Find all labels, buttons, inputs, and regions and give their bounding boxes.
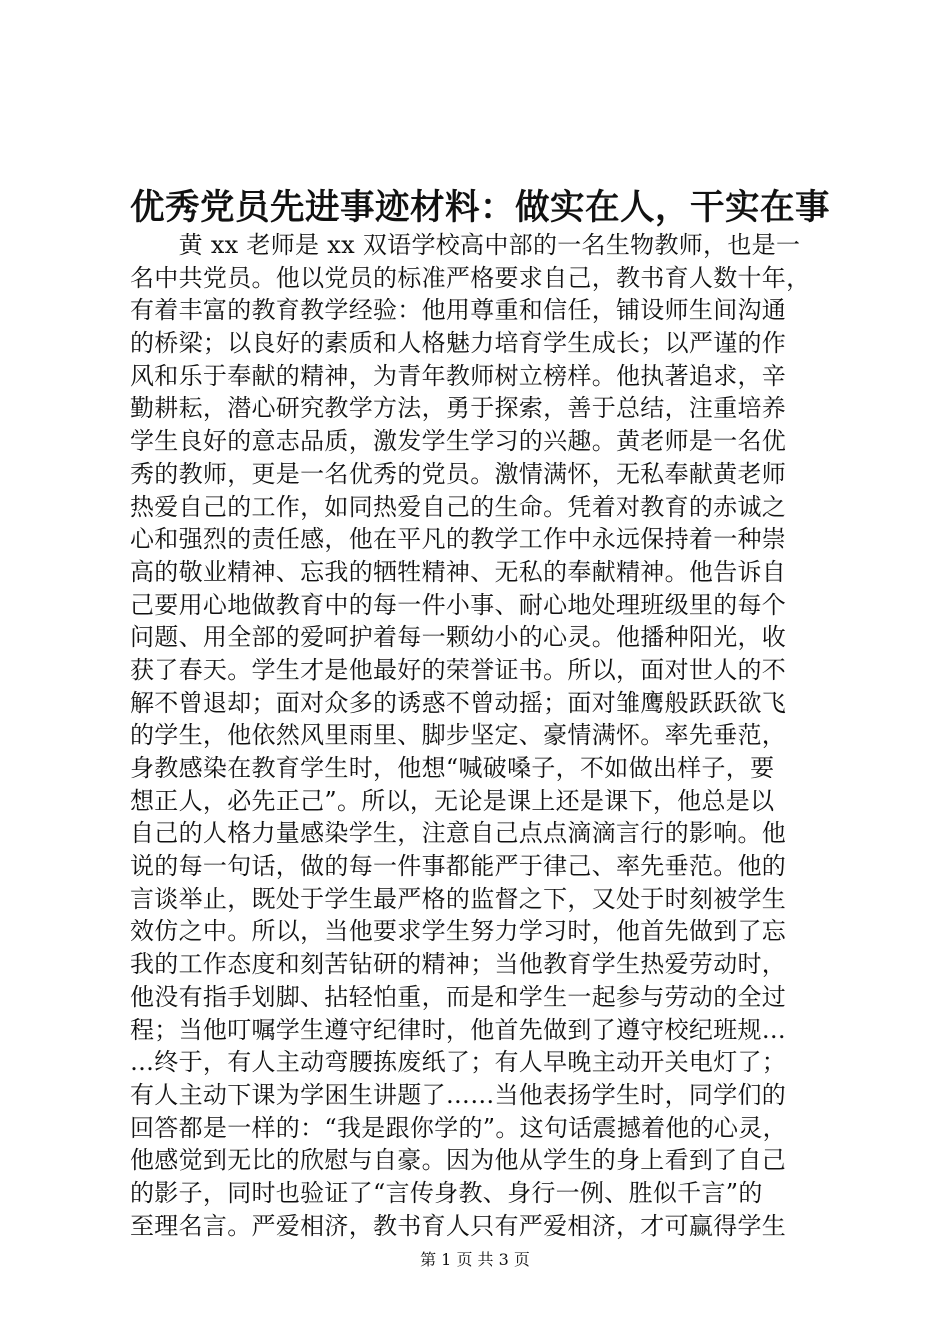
body-line: 己要用心地做教育中的每一件小事、耐心地处理班级里的每个 xyxy=(130,590,787,619)
body-line: 的影子，同时也验证了“言传身教、身行一例、胜似千言”的 xyxy=(130,1178,763,1207)
body-line: 高的敬业精神、忘我的牺牲精神、无私的奉献精神。他告诉自 xyxy=(130,557,787,586)
body-line: 热爱自己的工作，如同热爱自己的生命。凭着对教育的赤诚之 xyxy=(130,492,787,521)
body-line: 想正人，必先正己”。所以，无论是课上还是课下，他总是以 xyxy=(130,786,775,815)
body-line: 秀的教师，更是一名优秀的党员。激情满怀，无私奉献黄老师 xyxy=(130,459,787,488)
body-line: …终于，有人主动弯腰拣废纸了；有人早晚主动开关电灯了； xyxy=(130,1048,787,1077)
body-line: 身教感染在教育学生时，他想“喊破嗓子，不如做出样子，要 xyxy=(130,754,775,782)
body-line: 言谈举止，既处于学生最严格的监督之下，又处于时刻被学生 xyxy=(130,884,787,913)
body-line: 有人主动下课为学困生讲题了……当他表扬学生时，同学们的 xyxy=(130,1080,787,1109)
body-line: 风和乐于奉献的精神，为青年教师树立榜样。他执著追求，辛 xyxy=(130,361,787,390)
page-number-footer: 第 1 页 共 3 页 xyxy=(420,1250,530,1269)
body-line: 的桥梁；以良好的素质和人格魅力培育学生成长；以严谨的作 xyxy=(130,329,787,358)
body-line: 自己的人格力量感染学生，注意自己点点滴滴言行的影响。他 xyxy=(130,819,787,848)
body-line: 他没有指手划脚、拈轻怕重，而是和学生一起参与劳动的全过 xyxy=(130,982,787,1011)
body-line: 程；当他叮嘱学生遵守纪律时，他首先做到了遵守校纪班规… xyxy=(130,1015,787,1044)
document-body xyxy=(130,229,830,1242)
body-line: 我的工作态度和刻苦钻研的精神；当他教育学生热爱劳动时， xyxy=(130,950,787,979)
body-line: 问题、用全部的爱呵护着每一颗幼小的心灵。他播种阳光，收 xyxy=(130,623,787,652)
body-line: 他感觉到无比的欣慰与自豪。因为他从学生的身上看到了自己 xyxy=(130,1146,787,1175)
body-line: 解不曾退却；面对众多的诱惑不曾动摇；面对雏鹰般跃跃欲飞 xyxy=(130,688,787,717)
body-line: 的学生，他依然风里雨里、脚步坚定、豪情满怀。率先垂范， xyxy=(130,721,787,750)
body-line: 说的每一句话，做的每一件事都能严于律己、率先垂范。他的 xyxy=(130,852,787,881)
body-line: 至理名言。严爱相济，教书育人只有严爱相济，才可赢得学生 xyxy=(130,1211,787,1240)
body-line: 有着丰富的教育教学经验：他用尊重和信任，铺设师生间沟通 xyxy=(130,296,787,325)
body-line: 名中共党员。他以党员的标准严格要求自己，教书育人数十年， xyxy=(130,263,811,292)
body-line: 效仿之中。所以，当他要求学生努力学习时，他首先做到了忘 xyxy=(130,917,787,946)
document-title: 优秀党员先进事迹材料：做实在人，干实在事 xyxy=(130,187,831,228)
body-line: 勤耕耘，潜心研究教学方法，勇于探索，善于总结，注重培养 xyxy=(130,394,787,423)
body-line: 黄 xx 老师是 xx 双语学校高中部的一名生物教师，也是一 xyxy=(130,231,801,259)
body-line: 获了春天。学生才是他最好的荣誉证书。所以，面对世人的不 xyxy=(130,655,787,684)
body-line: 学生良好的意志品质，激发学生学习的兴趣。黄老师是一名优 xyxy=(130,427,787,456)
body-line: 心和强烈的责任感，他在平凡的教学工作中永远保持着一种崇 xyxy=(130,525,787,554)
body-line: 回答都是一样的：“我是跟你学的”。这句话震撼着他的心灵， xyxy=(130,1113,787,1142)
